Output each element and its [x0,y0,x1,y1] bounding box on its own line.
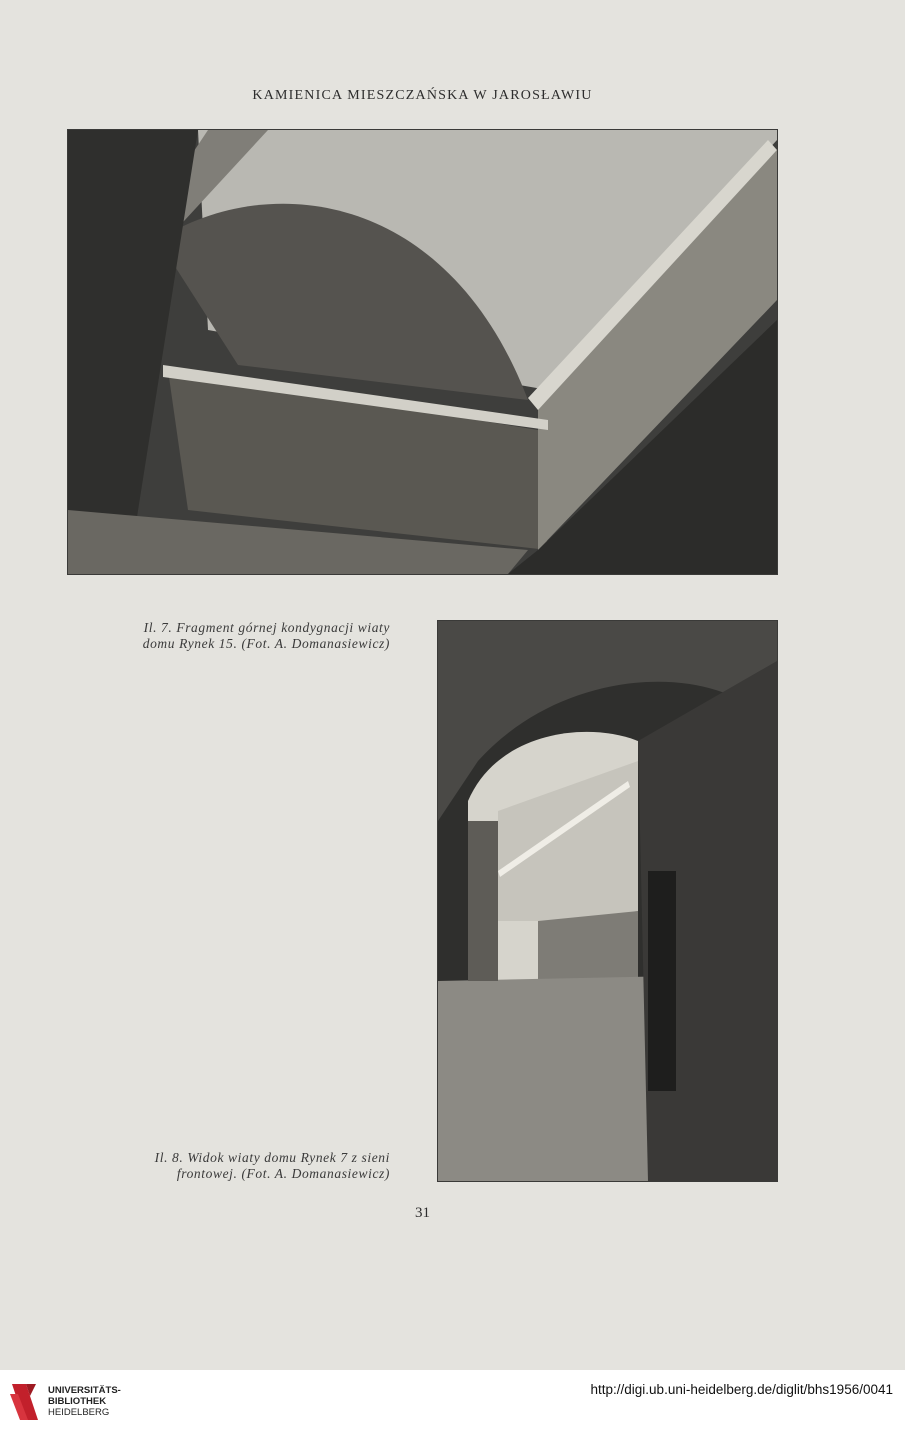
caption-line: Il. 7. Fragment górnej kondygnacji wiaty [143,620,390,635]
figure-7-caption [60,620,390,652]
library-emblem-icon [8,1380,42,1424]
logo-line: HEIDELBERG [48,1407,110,1418]
logo-line: BIBLIOTHEK [48,1396,107,1407]
caption-line: frontowej. (Fot. A. Domanasiewicz) [176,1166,390,1181]
digitization-footer [0,1370,905,1436]
logo-line: UNIVERSITÄTS- [48,1385,121,1396]
caption-line: domu Rynek 15. (Fot. A. Domanasiewicz) [142,636,390,651]
page-number: 31 [415,1205,430,1221]
source-url-link[interactable]: http://digi.ub.uni-heidelberg.de/diglit/bhs1956/0041 [590,1382,893,1397]
caption-line: Il. 8. Widok wiaty domu Rynek 7 z sieni [154,1150,390,1165]
university-library-logo[interactable] [8,1380,121,1426]
library-name [48,1385,121,1418]
figure-8-caption [60,1150,390,1182]
figure-7-photo [67,129,778,575]
running-title: KAMIENICA MIESZCZAŃSKA W JAROSŁAWIU [252,88,593,103]
figure-8-photo [437,620,778,1182]
